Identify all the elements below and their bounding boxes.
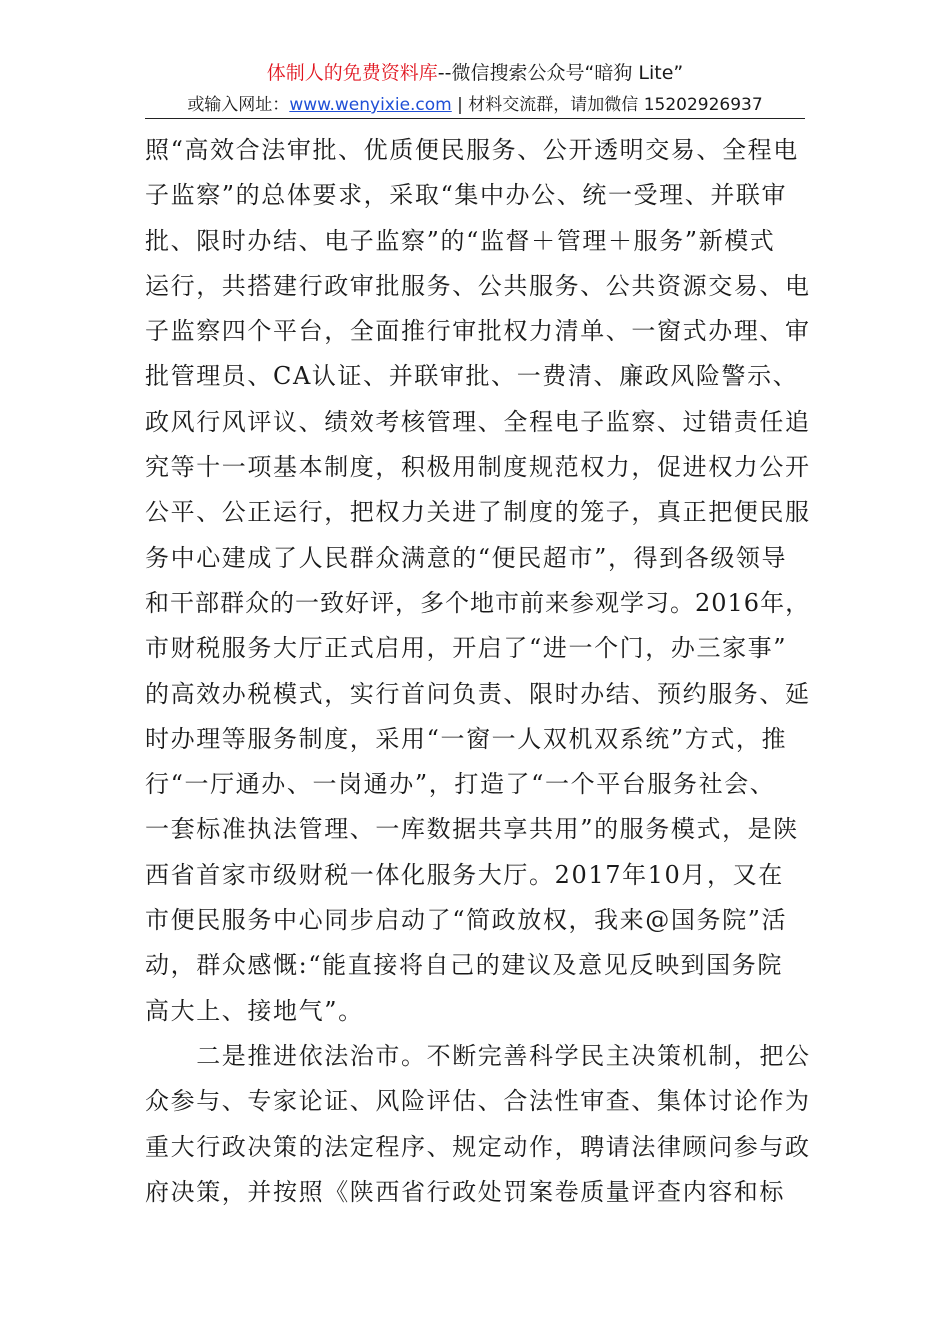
text-line: 子监察”的总体要求，采取“集中办公、统一受理、并联审 [145,181,788,210]
text-line: 子监察四个平台，全面推行审批权力清单、一窗式办理、审 [145,317,811,346]
text-line: 批、限时办结、电子监察”的“监督＋管理＋服务”新模式 [145,226,776,255]
header-separator: | [457,95,463,115]
text-line: 运行，共搭建行政审批服务、公共服务、公共资源交易、电 [145,271,811,300]
text-line: 动，群众感慨:“能直接将自己的建议及意见反映到国务院 [145,951,783,980]
text-line: 市便民服务中心同步启动了“简政放权，我来@国务院”活 [145,906,788,935]
header-promo-line [0,60,950,86]
paragraph-start-line: 二是推进依法治市。不断完善科学民主决策机制，把公 [145,1041,811,1070]
text-line: 府决策，并按照《陕西省行政处罚案卷质量评查内容和标 [145,1177,785,1206]
url-prefix: 或输入网址： [187,95,290,115]
text-line: 高大上、接地气”。 [145,996,364,1025]
text-line: 务中心建成了人民群众满意的“便民超市”，得到各级领导 [145,543,788,572]
text-line: 究等十一项基本制度，积极用制度规范权力，促进权力公开 [145,453,811,482]
header-contact-line [0,92,950,118]
text-line: 的高效办税模式，实行首问负责、限时办结、预约服务、延 [145,679,811,708]
text-line: 一套标准执法管理、一库数据共享共用”的服务模式，是陕 [145,815,799,844]
wechat-note: --微信搜索公众号“暗狗 Lite” [437,62,684,84]
text-line: 公平、公正运行，把权力关进了制度的笼子，真正把便民服 [145,498,811,527]
text-line: 众参与、专家论证、风险评估、合法性审查、集体讨论作为 [145,1087,811,1116]
text-line: 照“高效合法审批、优质便民服务、公开透明交易、全程电 [145,136,799,164]
text-line: 西省首家市级财税一体化服务大厅。2017年10月，又在 [145,860,784,889]
text-line: 批管理员、CA认证、并联审批、一费清、廉政风险警示、 [145,362,799,391]
text-line: 重大行政决策的法定程序、规定动作，聘请法律顾问参与政 [145,1132,811,1161]
text-line: 和干部群众的一致好评，多个地市前来参观学习。2016年， [145,588,811,617]
site-name: 体制人的免费资料库 [266,62,438,84]
text-line: 市财税服务大厅正式启用，开启了“进一个门，办三家事” [145,634,788,663]
text-line: 时办理等服务制度，采用“一窗一人双机双系统”方式，推 [145,724,788,753]
document-body [145,128,813,1215]
header-divider [145,118,805,119]
contact-info: 材料交流群，请加微信 15202926937 [468,95,763,115]
page-header [0,60,950,118]
text-line: 行“一厅通办、一岗通办”，打造了“一个平台服务社会、 [145,770,776,799]
website-link[interactable]: www.wenyixie.com [289,95,452,115]
text-line: 政风行风评议、绩效考核管理、全程电子监察、过错责任追 [145,407,811,436]
